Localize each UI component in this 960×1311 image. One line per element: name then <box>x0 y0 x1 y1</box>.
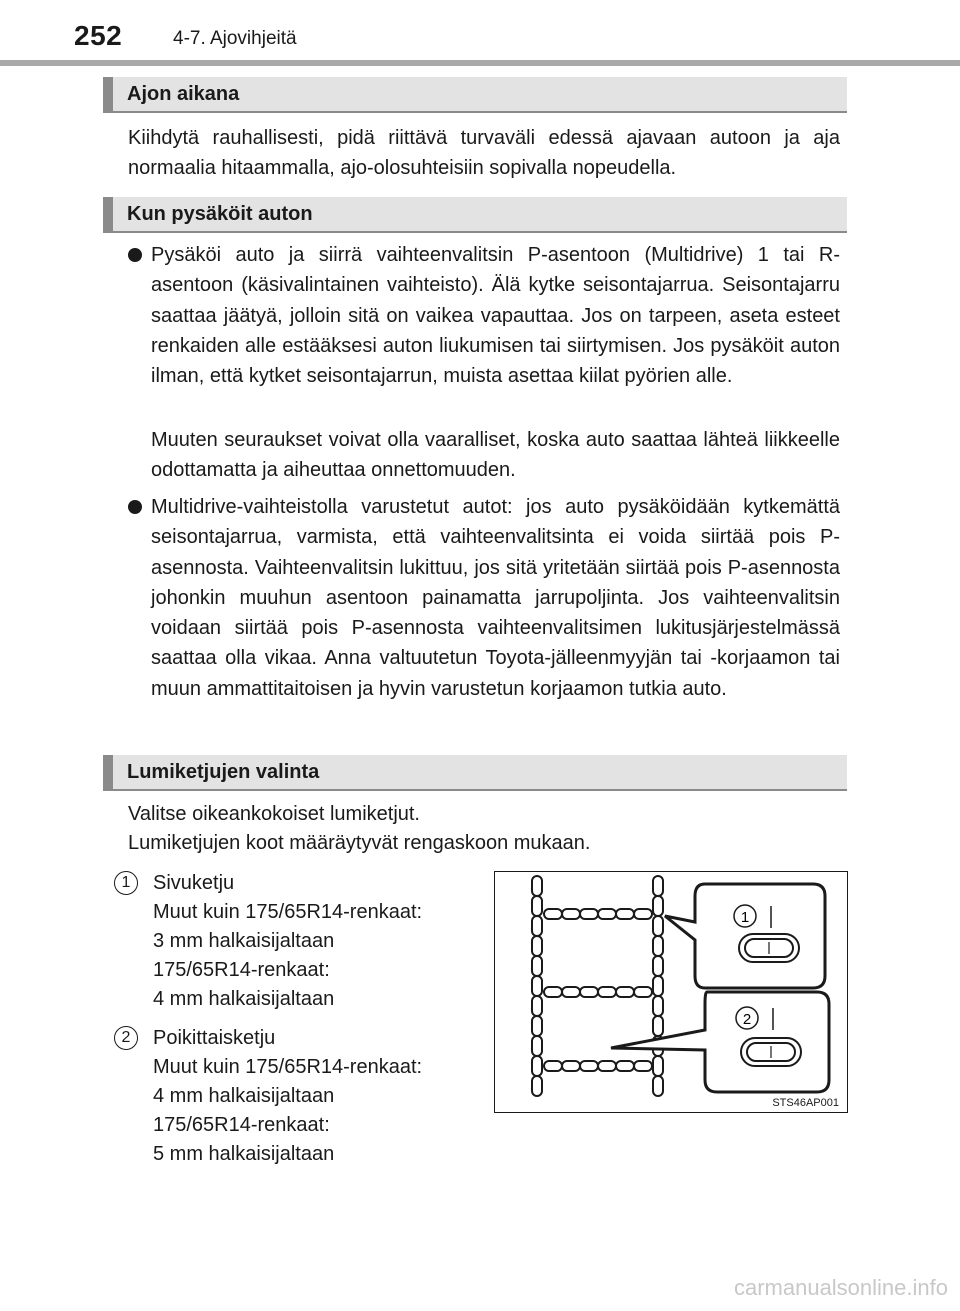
chains-intro-1: Valitse oikeankokoiset lumiketjut. <box>128 803 420 825</box>
item-line: 175/65R14-renkaat: <box>153 1114 330 1136</box>
item-line: 5 mm halkaisijaltaan <box>153 1143 335 1165</box>
callout-cross-link <box>611 992 829 1092</box>
number-circle-icon: 1 <box>114 871 138 895</box>
item-name: Poikittaisketju <box>153 1027 276 1049</box>
item-line: 4 mm halkaisijaltaan <box>153 1085 335 1107</box>
item-line: 3 mm halkaisijaltaan <box>153 930 335 952</box>
cross-chain-middle <box>544 987 652 997</box>
section-title: Kun pysäköit auton <box>127 203 313 225</box>
bullet-icon <box>128 500 142 514</box>
snow-chain-figure <box>494 871 848 1113</box>
item-line: Muut kuin 175/65R14-renkaat: <box>153 1056 423 1078</box>
item-cross-chain <box>153 1024 483 1169</box>
driving-paragraph: Kiihdytä rauhallisesti, pidä riittävä turvaväli edessä ajavaan autoon ja aja normaalia hitaammalla, ajo-olosuhteisiin sopivalla nopeudella. <box>128 127 840 179</box>
side-chain-right <box>653 876 663 1096</box>
section-header-ajon-aikana <box>103 77 847 113</box>
section-header-pysakoinit <box>103 197 847 233</box>
item-line: 4 mm halkaisijaltaan <box>153 988 335 1010</box>
item-side-chain <box>153 869 483 1014</box>
section-header-bar <box>103 77 113 111</box>
section-header-lumiketjut <box>103 755 847 791</box>
svg-text:2: 2 <box>742 1011 752 1028</box>
watermark: carmanualsonline.info <box>733 1275 948 1300</box>
item-line: 175/65R14-renkaat: <box>153 959 330 981</box>
side-chain-left <box>532 876 542 1096</box>
cross-chain-bottom <box>544 1061 652 1071</box>
item-line: Muut kuin 175/65R14-renkaat: <box>153 901 423 923</box>
chains-intro-2: Lumiketjujen koot määräytyvät rengaskoon mukaan. <box>128 832 591 854</box>
parking-bullet-2: Multidrive-vaihteistolla varustetut autot: jos auto pysäköidään kytkemättä seisontajarrua, varmista, että vaihteenvalitsinta ei voida siirtää pois P-asennosta. Vaihteenvalitsin lukittuu, jos sitä yritetään siirtää pois P-asennosta johonkin muuhun asentoon painamatta jarrupoljinta. Jos vaihteenvalitsin voidaan siirtää pois P-asennosta vaihteenvalitsimen lukitusjärjestelmässä saattaa olla vikaa. Anna valtuutetun Toyota-jälleenmyyjän tai -korjaamon tai muun ammattitaitoisen ja hyvin varustetun korjaamon tutkia auto. <box>151 496 840 700</box>
section-title: Lumiketjujen valinta <box>127 761 320 783</box>
cross-chain-top <box>544 909 652 919</box>
header-rule <box>0 60 960 66</box>
snow-chain-illustration <box>495 872 846 1111</box>
page-number: 252 <box>74 20 123 51</box>
item-name: Sivuketju <box>153 872 235 894</box>
parking-bullet-1-note: Muuten seuraukset voivat olla vaaralliset, koska auto saattaa lähteä liikkeelle odottamatta ja aiheuttaa onnettomuuden. <box>151 429 840 482</box>
section-title: Ajon aikana <box>127 83 240 105</box>
chapter-title: 4-7. Ajovihjeitä <box>173 28 297 49</box>
section-header-bar <box>103 197 113 231</box>
svg-text:1: 1 <box>740 909 750 926</box>
callout-side-link <box>665 884 825 988</box>
number-circle-icon: 2 <box>114 1026 138 1050</box>
bullet-icon <box>128 248 142 262</box>
section-header-bar <box>103 755 113 789</box>
parking-bullet-1: Pysäköi auto ja siirrä vaihteenvalitsin P-asentoon (Multidrive) 1 tai R-asentoon (käsivalintainen vaihteisto). Älä kytke seisontajarrua. Seisontajarru saattaa jäätyä, jolloin sitä on vaikea vapauttaa. Jos on tarpeen, aseta esteet renkaiden alle estääksesi auton liukumisen tai siirtymisen. Jos pysäköit auton ilman, että kytket seisontajarrun, muista asettaa kiilat pyörien alle. <box>151 244 840 388</box>
figure-code: STS46AP001 <box>772 1097 839 1109</box>
